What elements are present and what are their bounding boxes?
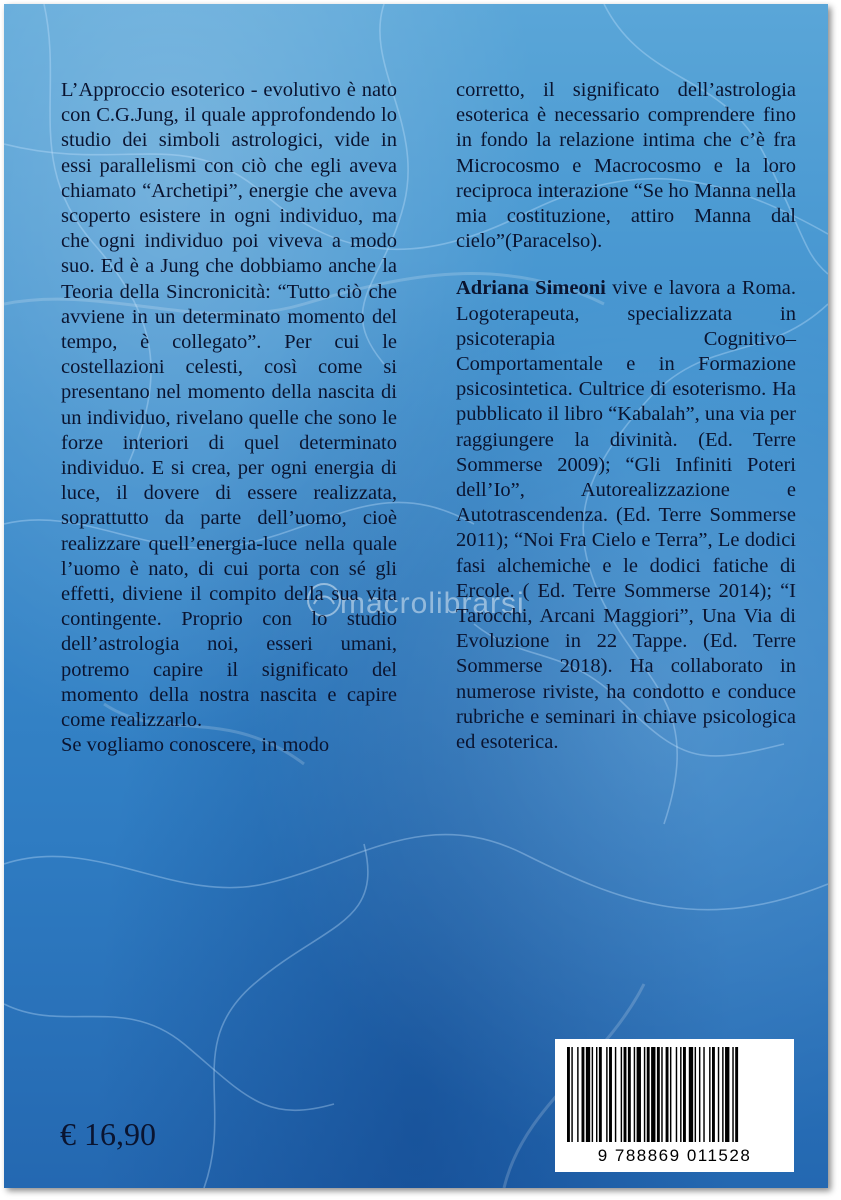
left-text-column (61, 78, 397, 758)
price-label: € 16,90 (60, 1116, 156, 1152)
continued-paragraph: corretto, il significato dell’astrologia esoterica è necessario comprendere fino in fondo la relazione intima che c’è fra Microcosmo e Macrocosmo e la loro reciproca interazione “Se ho Manna nella mia costituzione, attiro Manna dal cielo”(Paracelso). (456, 79, 796, 253)
continuation-paragraph: Se vogliamo conoscere, in modo (61, 734, 330, 757)
barcode-icon (565, 1047, 784, 1142)
barcode (555, 1039, 794, 1172)
book-back-cover (4, 4, 828, 1188)
isbn-number: 9 788869 011528 (597, 1146, 752, 1165)
author-bio-text: vive e lavora a Roma. Logoterapeuta, specializzata in psicoterapia Cognitivo–Comportamentale e in Formazione psicosintetica. Cultrice di esoterismo. Ha pubblicato il libro “Kabalah”, una via per raggiungere la divinità. (Ed. Terre Sommerse 2009); “Gli Infiniti Poteri dell’Io”, Autorealizzazione e Autotrascendenza. (Ed. Terre Sommerse 2011); “Noi Fra Cielo e Terra”, Le dodici fasi alchemiche e le dodici fatiche di Ercole. ( Ed. Terre Sommerse 2014); “I Tarocchi, Arcani Maggiori”, Una Via di Evoluzione in 22 Tappe. (Ed. Terre Sommerse 2018). Ha collaborato in numerose riviste, ha condotto e conduce rubriche e seminari in chiave psicologica ed esoterica. (456, 277, 796, 754)
intro-paragraph: L’Approccio esoterico - evolutivo è nato con C.G.Jung, il quale approfondendo lo studio dei simboli astrologici, vide in essi parallelismi con ciò che egli aveva chiamato “Archetipi”, energie che aveva scoperto esistere in ogni individuo, ma che ogni individuo poi viveva a modo suo. Ed è a Jung che dobbiamo anche la Teoria della Sincronicità: “Tutto ciò che avviene in un determinato momento del tempo, è collegato”. Per cui le costellazioni celesti, così come si presentano nel momento della nascita di un individuo, rivelano quelle che sono le forze interiori di quel determinato individuo. E si crea, per ogni energia di luce, il dovere di essere realizzata, soprattutto da parte dell’uomo, cioè realizzare quell’energia-luce nella quale l’uomo è nato, di cui porta con sé gli effetti, diviene il compito della sua vita contingente. Proprio con lo studio dell’astrologia noi, esseri umani, potremo capire il significato del momento della nostra nascita e capire come realizzarlo. (61, 79, 397, 732)
author-name: Adriana Simeoni (456, 277, 606, 300)
watermark-text: macrolibrarsi (340, 587, 525, 620)
author-bio-paragraph (456, 276, 796, 755)
right-text-column (456, 78, 796, 755)
